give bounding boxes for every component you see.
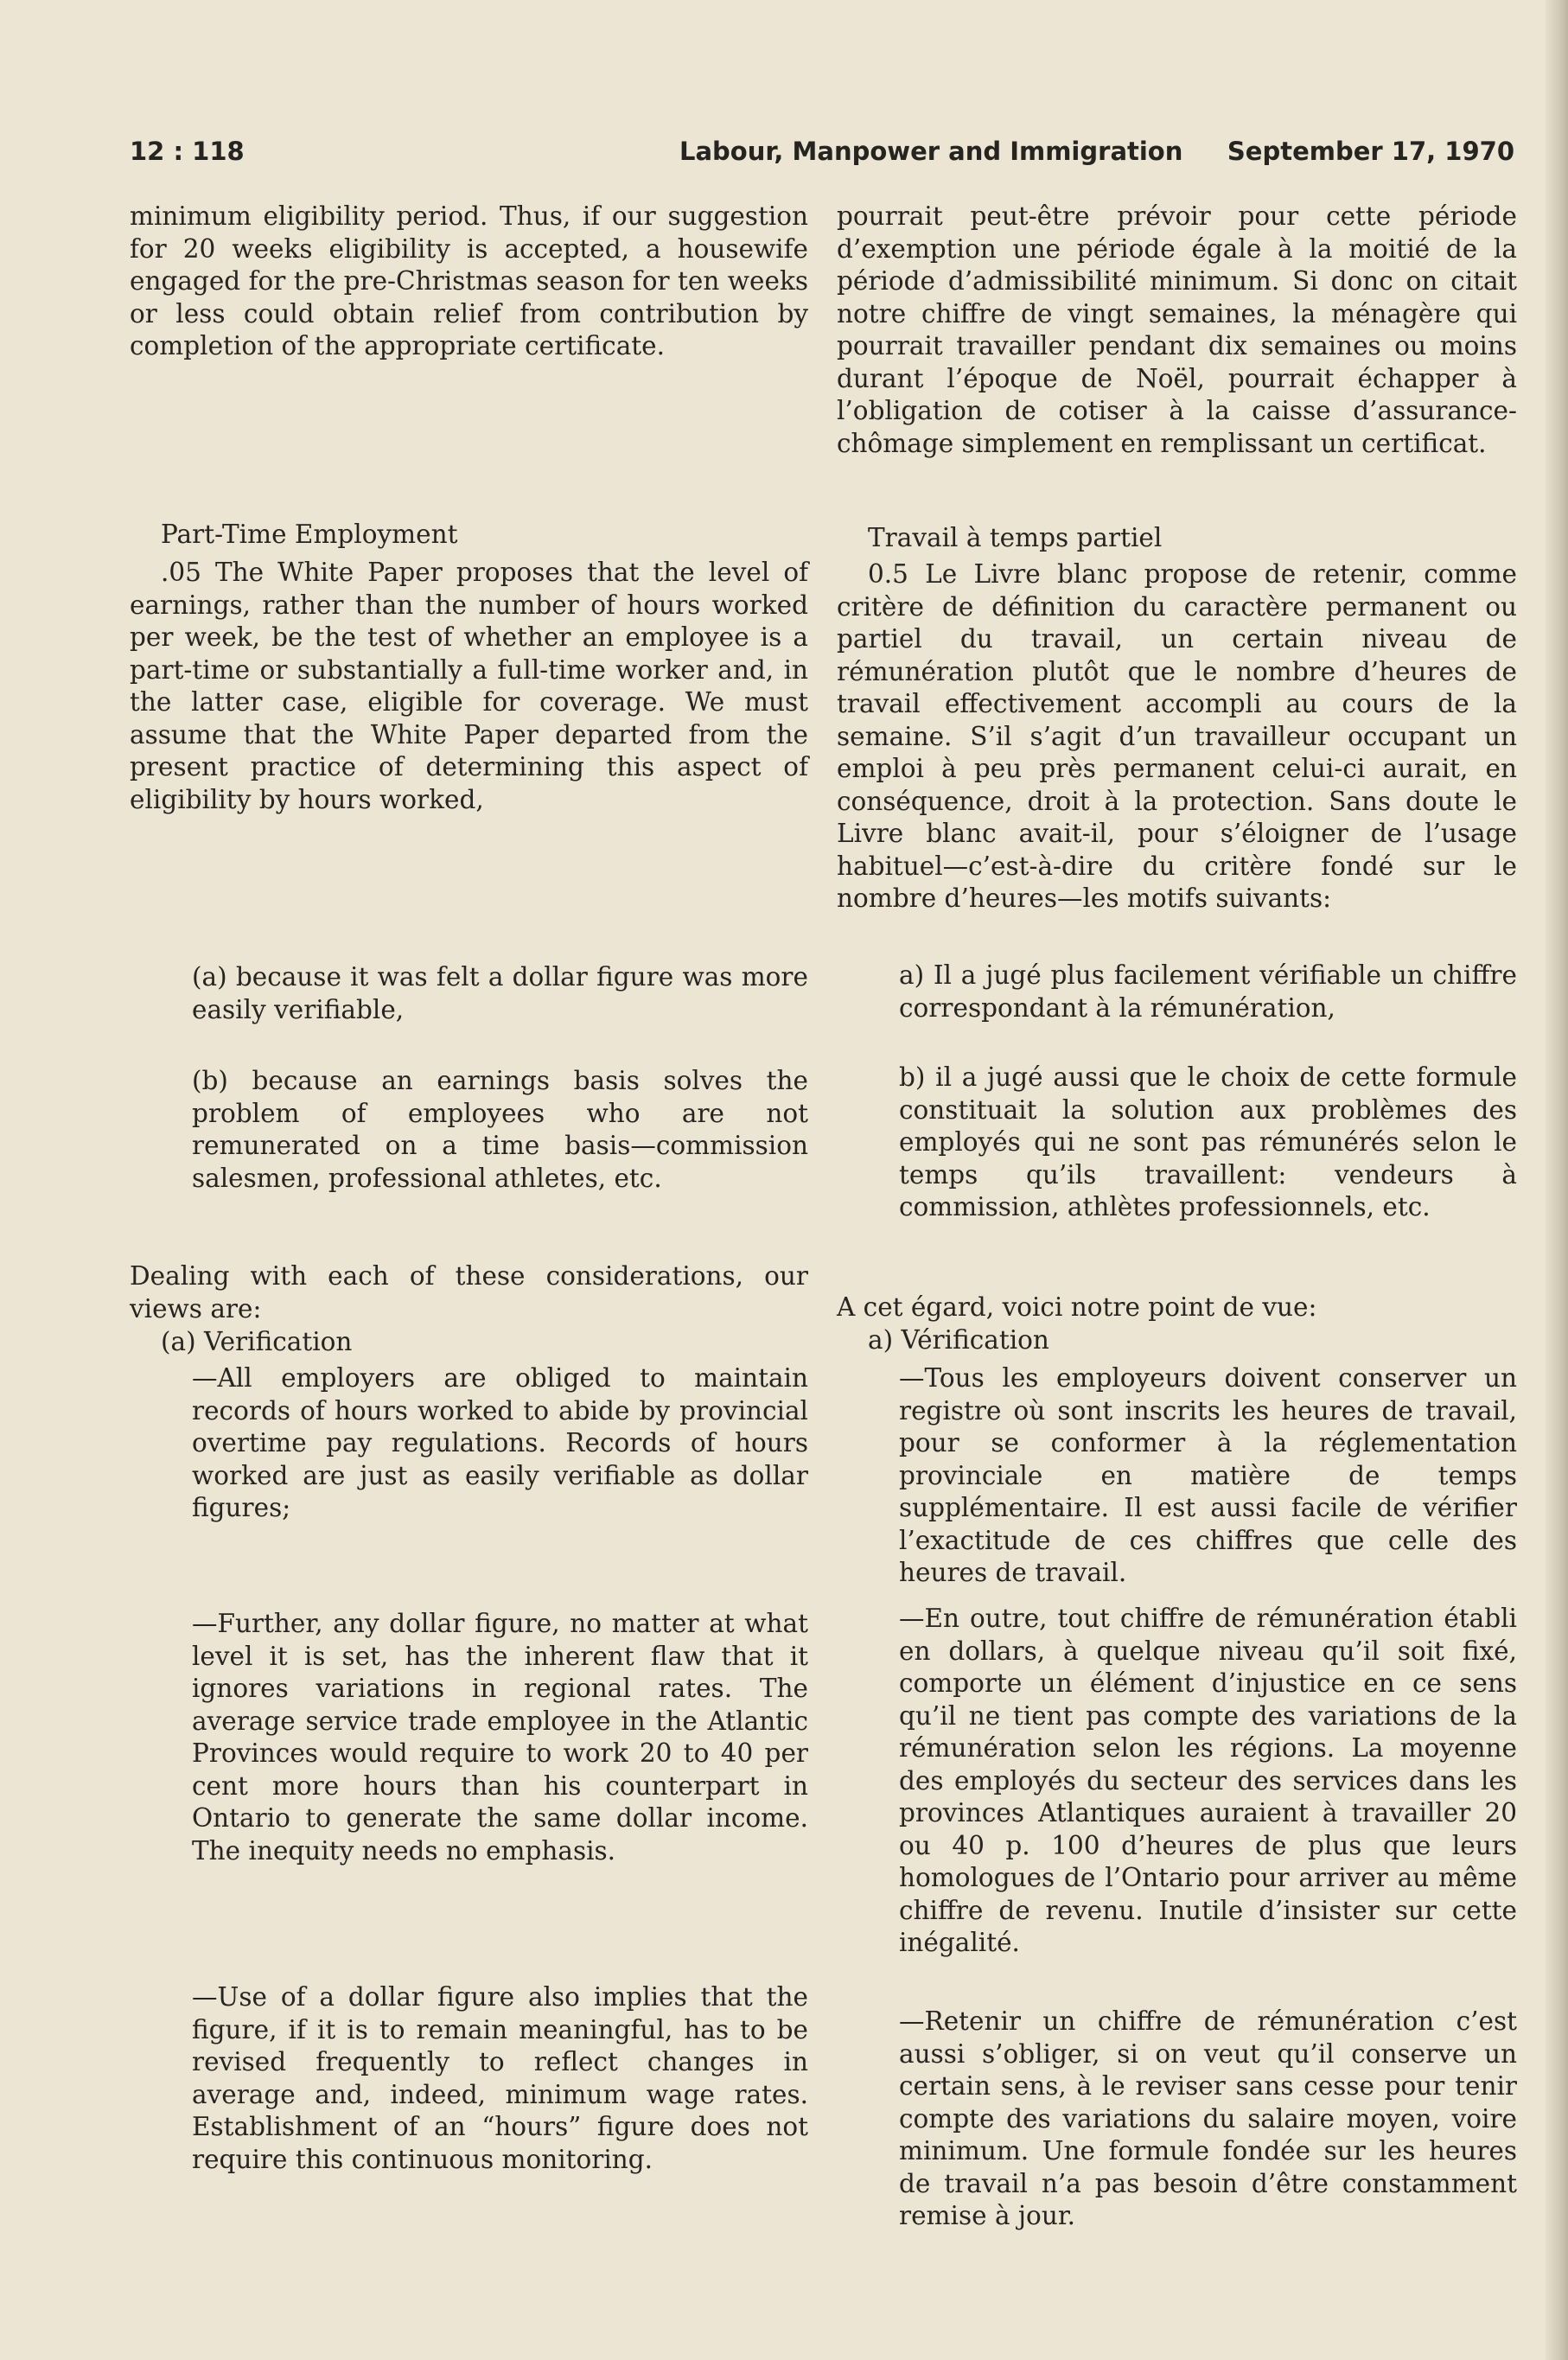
french-dash-paragraph-1: —Tous les employeurs doivent conserver un registre où sont inscrits les heures de travail, pour se conformer à la réglementation provinciale en matière de temps supplémentaire. Il est aussi facile de vérifier l’exactitude de ces chiffres que celle des heures de travail. [899, 1363, 1517, 1587]
french-dash-paragraph-2: —En outre, tout chiffre de rémunération établi en dollars, à quelque niveau qu’il soit fixé, comporte un élément d’injustice en ce sens qu’il ne tient pas compte des variations de la rémunération selon les régions. La moyenne des employés du secteur des services dans les provinces Atlantiques auraient à travailler 20 ou 40 p. 100 d’heures de plus que leurs homologues de l’Ontario pour arriver au même chiffre de revenu. Inutile d’insister sur cette inégalité. [899, 1604, 1517, 1957]
page-edge-shadow [1546, 0, 1568, 2360]
english-section-heading: Part-Time Employment [161, 520, 458, 549]
english-item-b: (b) because an earnings basis solves the problem of employees who are not remunerated on a time basis—commission salesmen, professional athletes, etc. [192, 1066, 808, 1193]
french-section-heading: Travail à temps partiel [868, 523, 1163, 552]
french-paragraph-05: 0.5 Le Livre blanc propose de retenir, comme critère de définition du caractère permanent ou partiel du travail, un certain niveau de rémunération plutôt que le nombre d’heures de travail effectivement accompli au cours de la semaine. S’il s’agit d’un travailleur occupant un emploi à peu près permanent celui-ci aurait, en conséquence, droit à la protection. Sans doute le Livre blanc avait-il, pour s’éloigner de l’usage habituel—c’est-à-dire du critère fondé sur le nombre d’heures—les motifs suivants: [837, 559, 1517, 913]
french-dash-paragraph-3: —Retenir un chiffre de rémunération c’est aussi s’obliger, si on veut qu’il conserve un certain sens, à le reviser sans cesse pour tenir compte des variations du salaire moyen, voire minimum. Une formule fondée sur les heures de travail n’a pas besoin d’être constamment remise à jour. [899, 2006, 1517, 2230]
running-title: Labour, Manpower and Immigration [679, 137, 1183, 166]
english-paragraph-05: .05 The White Paper proposes that the level of earnings, rather than the number of hours worked per week, be the test of whether an employee is a part-time or substantially a full-time worker and, in the latter case, eligible for coverage. We must assume that the White Paper departed from the present practice of determining this aspect of eligibility by hours worked, [130, 558, 808, 814]
french-item-b: b) il a jugé aussi que le choix de cette formule constituait la solution aux problèmes des employés qui ne sont pas rémunérés selon le temps qu’ils travaillent: vendeurs à commission, athlètes professionnels, etc. [899, 1062, 1517, 1221]
english-dash-paragraph-3: —Use of a dollar figure also implies that the figure, if it is to remain meaningful, has to be revised frequently to reflect changes in average and, indeed, minimum wage rates. Establishment of an “hours” figure does not require this continuous monitoring. [192, 1982, 808, 2174]
english-intro-paragraph: minimum eligibility period. Thus, if our suggestion for 20 weeks eligibility is accepted, a housewife engaged for the pre-Christmas season for ten weeks or less could obtain relief from contribution by completion of the appropriate certificate. [130, 201, 808, 360]
french-dealing-paragraph: A cet égard, voici notre point de vue: [837, 1292, 1317, 1322]
page-header [130, 137, 1514, 175]
english-item-a: (a) because it was felt a dollar figure was more easily verifiable, [192, 962, 808, 1024]
english-dash-paragraph-2: —Further, any dollar figure, no matter at what level it is set, has the inherent flaw that it ignores variations in regional rates. The average service trade employee in the Atlantic Provinces would require to work 20 to 40 per cent more hours than his counterpart in Ontario to generate the same dollar income. The inequity needs no emphasis. [192, 1609, 808, 1866]
french-verification-heading: a) Vérification [868, 1325, 1049, 1355]
page-date: September 17, 1970 [1227, 137, 1514, 166]
french-item-a: a) Il a jugé plus facilement vérifiable un chiffre correspondant à la rémunération, [899, 960, 1517, 1023]
english-verification-heading: (a) Verification [161, 1327, 353, 1356]
french-intro-paragraph: pourrait peut-être prévoir pour cette période d’exemption une période égale à la moitié de la période d’admissibilité minimum. Si donc on citait notre chiffre de vingt semaines, la ménagère qui pourrait travailler pendant dix semaines ou moins durant l’époque de Noël, pourrait échapper à l’obligation de cotiser à la caisse d’assurance-chômage simplement en remplissant un certificat. [837, 201, 1517, 458]
page-number: 12 : 118 [130, 137, 245, 166]
english-dash-paragraph-1: —All employers are obliged to maintain records of hours worked to abide by provincial overtime pay regulations. Records of hours worked are just as easily verifiable as dollar figures; [192, 1363, 808, 1522]
english-dealing-paragraph: Dealing with each of these considerations, our views are: [130, 1261, 808, 1324]
